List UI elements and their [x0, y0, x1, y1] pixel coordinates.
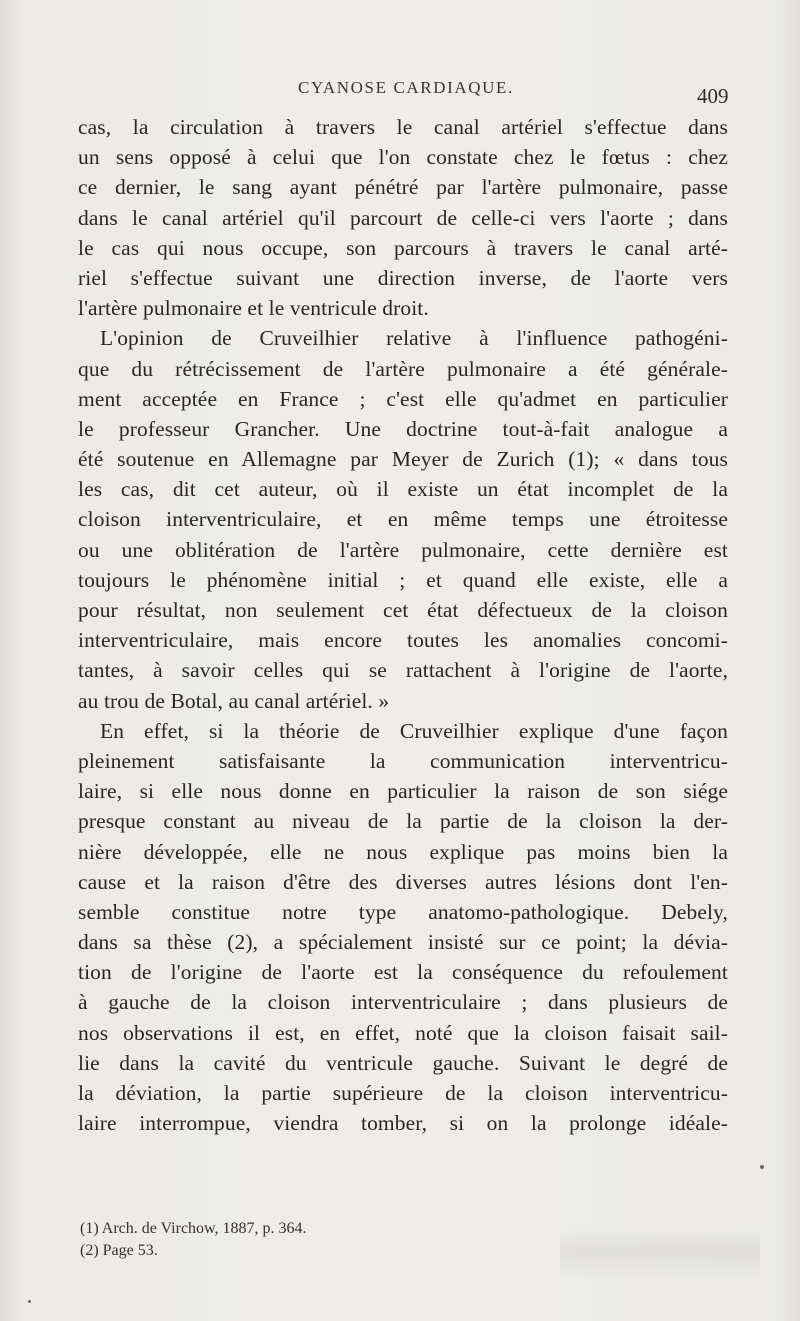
text-line: cause et la raison d'être des diverses autres lésions dont l'en- [78, 869, 728, 894]
paper-speck [28, 1300, 31, 1303]
text-line: En effet, si la théorie de Cruveilhier explique d'une façon [100, 718, 728, 743]
text-line: interventriculaire, mais encore toutes les anomalies concomi- [78, 628, 728, 653]
text-line: ment acceptée en France ; c'est elle qu'admet en particulier [78, 386, 728, 411]
footnotes [80, 1218, 480, 1262]
text-line: cloison interventriculaire, et en même temps une étroitesse [78, 507, 728, 532]
text-line: cas, la circulation à travers le canal artériel s'effectue dans [78, 115, 728, 139]
text-line: presque constant au niveau de la partie de la cloison la der- [78, 809, 728, 834]
running-header [0, 78, 800, 108]
running-title: CYANOSE CARDIAQUE. [298, 78, 514, 97]
paper-speck [760, 1165, 764, 1169]
text-line: pleinement satisfaisante la communication interventricu- [78, 748, 728, 773]
footnote-1: (1) Arch. de Virchow, 1887, p. 364. [80, 1220, 307, 1237]
text-line: nière développée, elle ne nous explique pas moins bien la [78, 839, 728, 864]
text-line: le cas qui nous occupe, son parcours à travers le canal arté- [78, 235, 728, 260]
show-through-mark [560, 1230, 760, 1280]
text-line: pour résultat, non seulement cet état défectueux de la cloison [78, 598, 728, 622]
text-line: été soutenue en Allemagne par Meyer de Zurich (1); « dans tous [78, 447, 728, 472]
text-line: L'opinion de Cruveilhier relative à l'influence pathogéni- [100, 326, 728, 351]
text-line: dans le canal artériel qu'il parcourt de celle-ci vers l'aorte ; dans [78, 205, 728, 230]
text-line: ce dernier, le sang ayant pénétré par l'artère pulmonaire, passe [78, 175, 728, 200]
text-line: semble constitue notre type anatomo-pathologique. Debely, [78, 899, 728, 924]
text-line: que du rétrécissement de l'artère pulmonaire a été générale- [78, 356, 728, 381]
text-line: à gauche de la cloison interventriculaire ; dans plusieurs de [78, 990, 728, 1015]
text-line: le professeur Grancher. Une doctrine tout-à-fait analogue a [78, 416, 728, 441]
body-text [78, 112, 728, 1138]
text-line: laire interrompue, viendra tomber, si on la prolonge idéale- [78, 1111, 728, 1136]
footnote-2: (2) Page 53. [80, 1242, 158, 1259]
text-line: l'artère pulmonaire et le ventricule droit. [78, 296, 429, 321]
text-line: la déviation, la partie supérieure de la cloison interventricu- [78, 1081, 728, 1105]
text-line: laire, si elle nous donne en particulier la raison de son siége [78, 779, 728, 804]
text-line: tion de l'origine de l'aorte est la conséquence du refoulement [78, 960, 728, 985]
text-line: tantes, à savoir celles qui se rattachent à l'origine de l'aorte, [78, 658, 728, 683]
text-line: lie dans la cavité du ventricule gauche. Suivant le degré de [78, 1050, 728, 1075]
text-line: au trou de Botal, au canal artériel. » [78, 688, 390, 713]
text-line: toujours le phénomène initial ; et quand elle existe, elle a [78, 567, 728, 592]
text-line: riel s'effectue suivant une direction inverse, de l'aorte vers [78, 265, 728, 290]
text-line: un sens opposé à celui que l'on constate chez le fœtus : chez [78, 145, 728, 170]
text-line: les cas, dit cet auteur, où il existe un état incomplet de la [78, 477, 728, 502]
text-line: nos observations il est, en effet, noté que la cloison faisait sail- [78, 1020, 728, 1045]
page-number: 409 [697, 84, 729, 108]
text-line: ou une oblitération de l'artère pulmonaire, cette dernière est [78, 537, 728, 562]
text-line: dans sa thèse (2), a spécialement insisté sur ce point; la dévia- [78, 930, 728, 955]
